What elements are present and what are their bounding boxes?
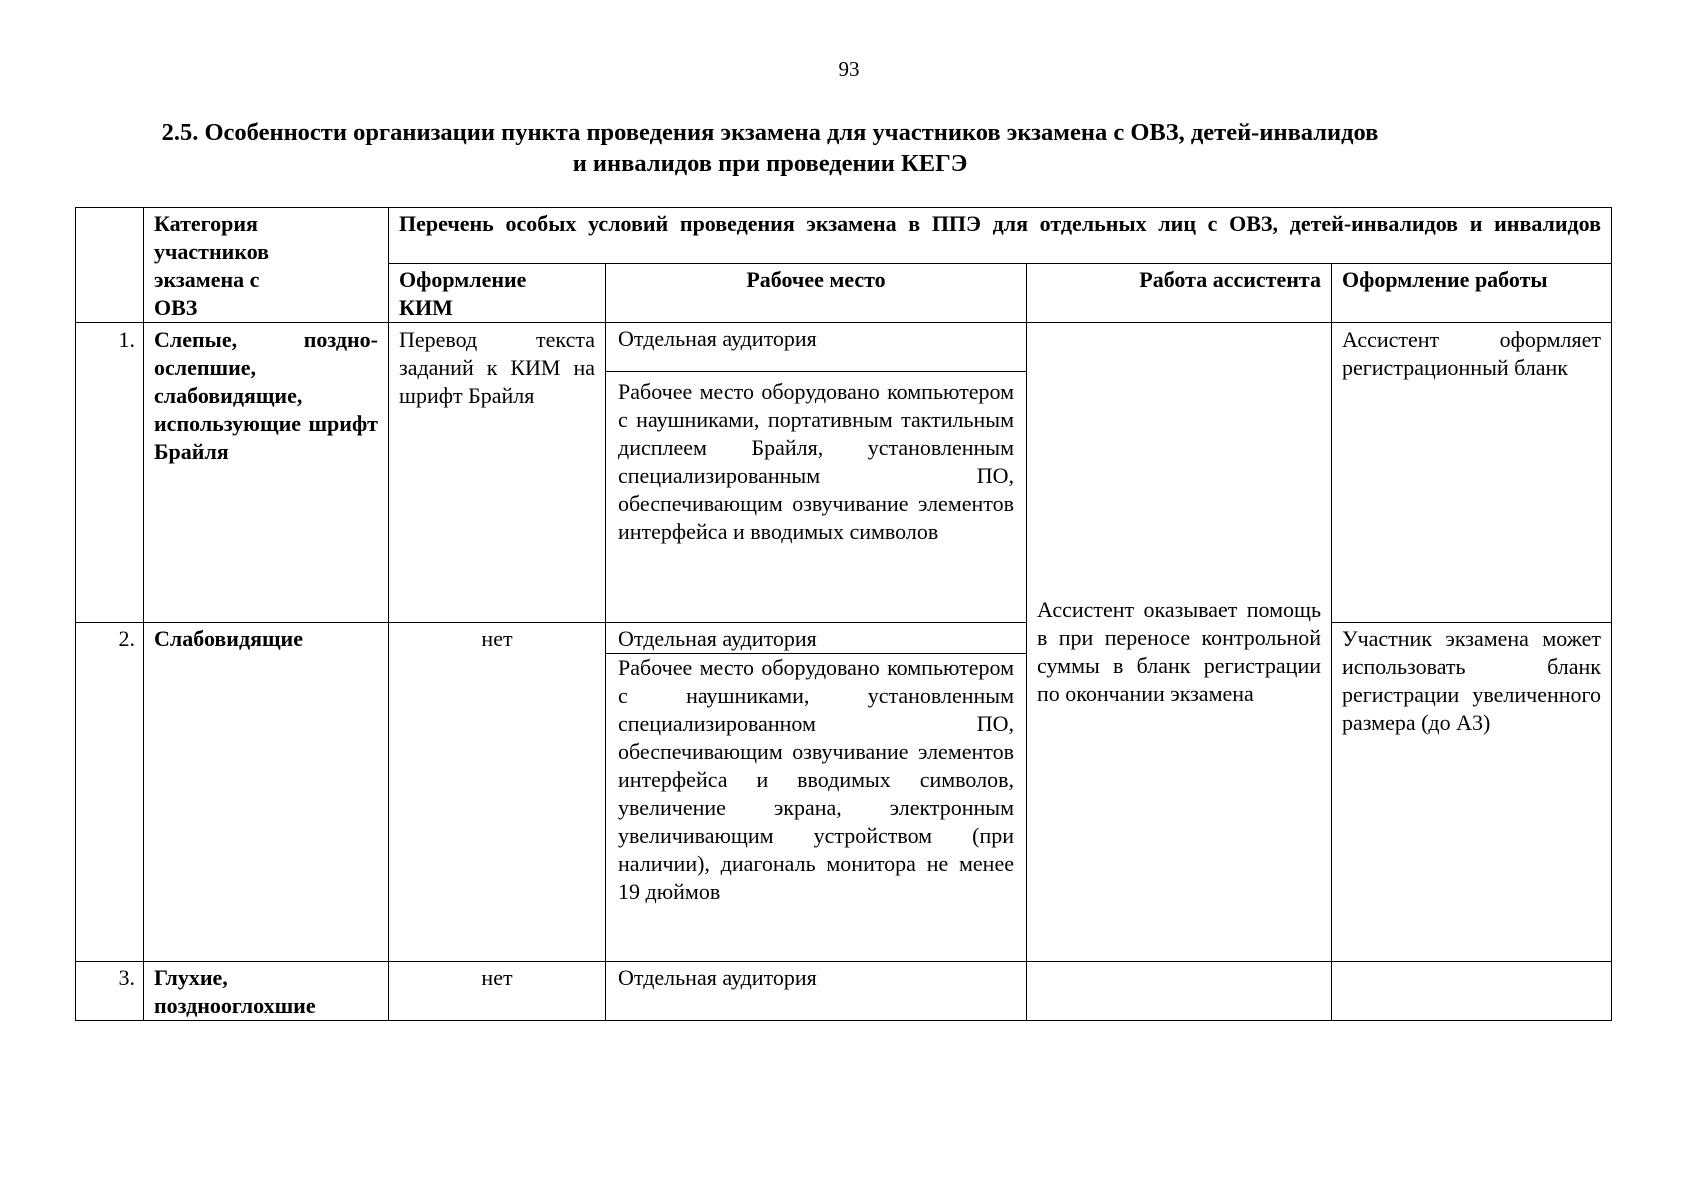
table-row — [76, 623, 1612, 962]
row-1-category: Слепые, поздно-ослепшие, слабовидящие, использующие шрифт Брайля — [144, 323, 389, 623]
header-category — [144, 208, 389, 323]
row-3-room: Отдельная аудитория — [606, 962, 1027, 1021]
header-workplace: Рабочее место — [606, 264, 1027, 323]
header-kim-label: Оформление КИМ — [399, 267, 527, 320]
row-1-work-format: Ассистент оформляет регистрационный бланк — [1332, 323, 1612, 623]
section-title-line-2: и инвалидов при проведении КЕГЭ — [572, 150, 968, 177]
row-3-work-format — [1332, 962, 1612, 1021]
row-3-category: Глухие, позднооглохшие — [144, 962, 389, 1021]
row-3-num: 3. — [76, 962, 144, 1021]
header-conditions: Перечень особых условий проведения экзамена в ППЭ для отдельных лиц с ОВЗ, детей-инвалидов и инвалидов — [389, 208, 1612, 264]
row-1-room: Отдельная аудитория — [606, 323, 1026, 372]
section-title — [60, 117, 1480, 179]
header-category-label: Категория участников экзамена с ОВЗ — [154, 211, 270, 320]
row-2-room: Отдельная аудитория — [606, 623, 1026, 654]
row-1-equipment: Рабочее место оборудовано компьютером с наушниками, портативным тактильным дисплеем Брайля, установленным специализированным ПО, обеспечивающим озвучивание элементов интерфейса и вводимых символов — [618, 379, 1014, 544]
row-1-num: 1. — [76, 323, 144, 623]
row-2-equipment: Рабочее место оборудовано компьютером с наушниками, установленным специализированном ПО, обеспечивающим озвучивание элементов интерфейса и вводимых символов, увеличение экрана, электронным увеличивающим устройством (при наличии), диагональ монитора не менее 19 дюймов — [618, 655, 1014, 904]
row-2-kim: нет — [389, 623, 606, 962]
table-header-row-1 — [76, 208, 1612, 264]
row-2-category: Слабовидящие — [144, 623, 389, 962]
header-assistant: Работа ассистента — [1027, 264, 1332, 323]
row-1-workplace — [606, 323, 1027, 623]
header-kim — [389, 264, 606, 323]
header-num-cell — [76, 208, 144, 323]
row-2-num: 2. — [76, 623, 144, 962]
row-2-work-format: Участник экзамена может использовать бланк регистрации увеличенного размера (до А3) — [1332, 623, 1612, 962]
row-1-kim: Перевод текста заданий к КИМ на шрифт Брайля — [389, 323, 606, 623]
row-2-workplace — [606, 623, 1027, 962]
table-row — [76, 962, 1612, 1021]
section-title-line-1: 2.5. Особенности организации пункта проведения экзамена для участников экзамена с ОВЗ, детей-инвалидов — [161, 119, 1379, 146]
page-number: 93 — [838, 57, 860, 81]
conditions-table — [75, 207, 1612, 1021]
header-work-format: Оформление работы — [1332, 264, 1612, 323]
row-3-kim: нет — [389, 962, 606, 1021]
table-row — [76, 323, 1612, 623]
assistant-shared: Ассистент оказывает помощь в при переносе контрольной суммы в бланк регистрации по окончании экзамена — [1027, 323, 1332, 962]
row-3-assistant — [1027, 962, 1332, 1021]
